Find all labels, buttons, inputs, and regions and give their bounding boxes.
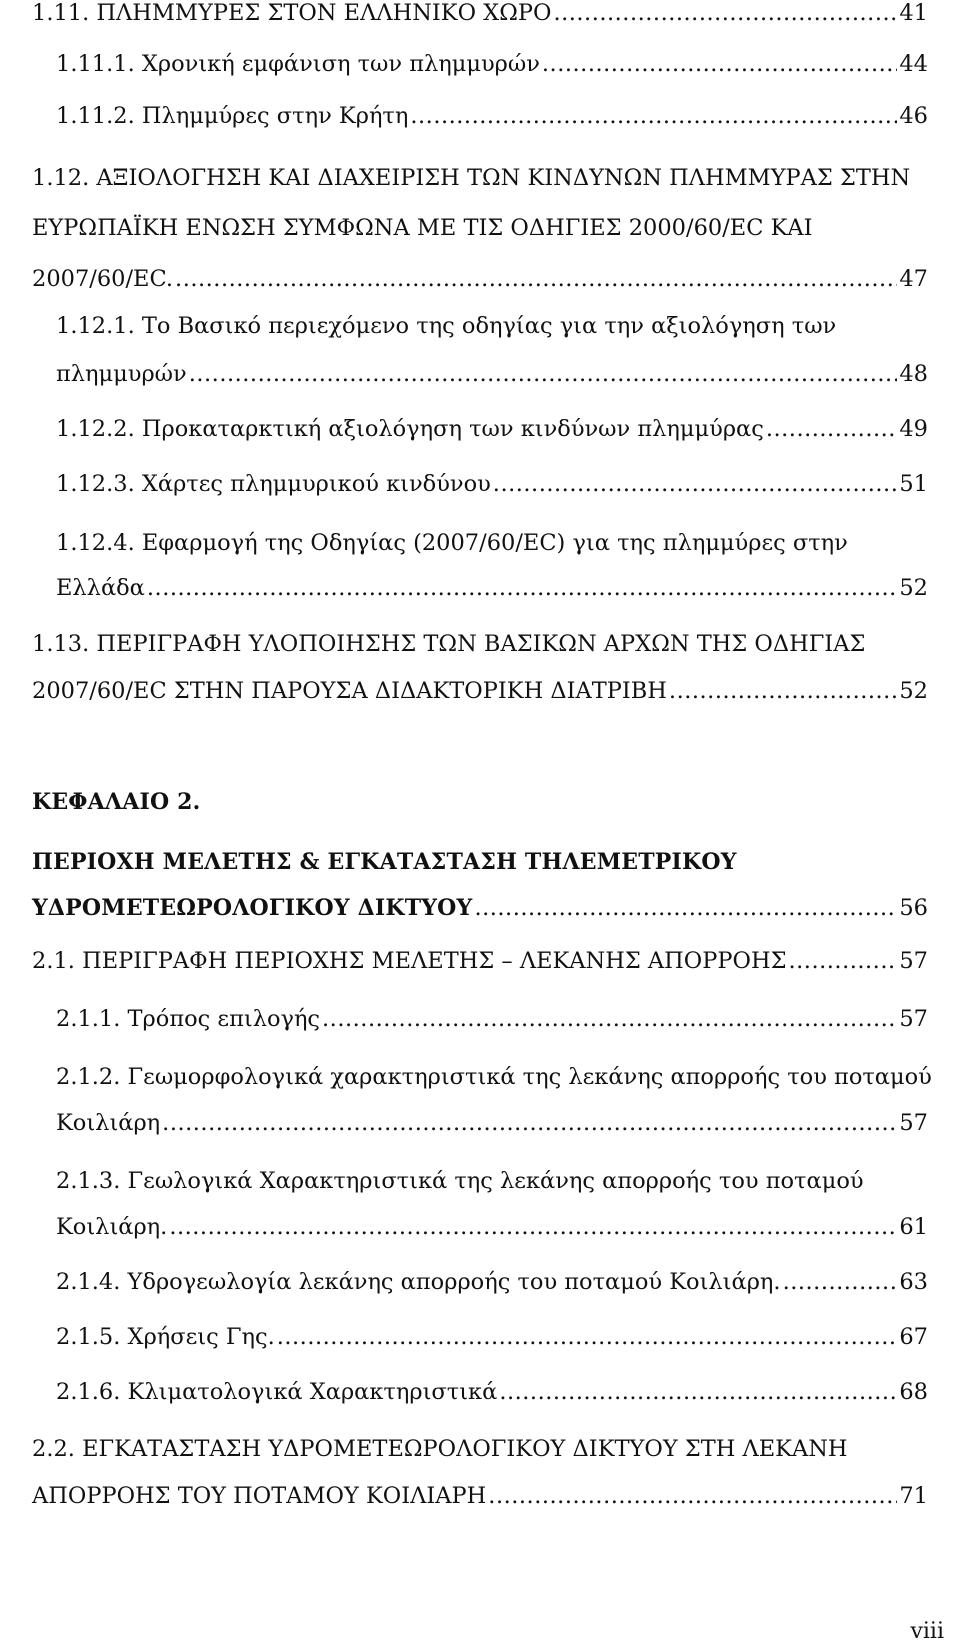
toc-entry-label: 1.11.2. Πλημμύρες στην Κρήτη (56, 103, 409, 129)
dot-leader (488, 1474, 897, 1518)
dot-leader (169, 1205, 897, 1249)
toc-entry-label: Κοιλιάρη. (56, 1214, 168, 1240)
toc-entry-label[interactable]: 2.1.3. Γεωλογικά Χαρακτηριστικά της λεκάνης απορροής του ποταμού (56, 1168, 864, 1194)
toc-entry[interactable] (56, 352, 928, 396)
dot-leader (175, 257, 897, 301)
toc-entry-label: Κοιλιάρη (56, 1110, 161, 1136)
toc-entry-label: 2007/60/ΕC ΣΤΗΝ ΠΑΡΟΥΣΑ ΔΙΔΑΚΤΟΡΙΚΗ ΔΙΑΤΡΙΒΗ (32, 678, 667, 704)
dot-leader (189, 352, 898, 396)
toc-entry-page: 61 (899, 1214, 928, 1240)
toc-entry[interactable] (56, 566, 928, 610)
toc-entry[interactable] (56, 1315, 928, 1359)
toc-entry-page: 71 (899, 1483, 928, 1509)
toc-entry-label: 2.1.4. Υδρογεωλογία λεκάνης απορροής του ποταμού Κοιλιάρη. (56, 1269, 781, 1295)
toc-entry[interactable] (32, 1474, 928, 1518)
toc-entry[interactable] (32, 257, 928, 301)
dot-leader (669, 669, 897, 713)
toc-entry-label: 2.1.5. Χρήσεις Γης. (56, 1324, 275, 1350)
toc-entry[interactable] (56, 1101, 928, 1145)
dot-leader (493, 462, 898, 506)
toc-entry-page: 41 (899, 0, 928, 26)
chapter-heading[interactable]: ΚΕΦΑΛΑΙΟ 2. (32, 789, 201, 815)
toc-entry[interactable] (56, 42, 928, 86)
toc-entry-page: 52 (899, 678, 928, 704)
toc-entry-page: 47 (899, 266, 928, 292)
toc-entry[interactable] (56, 462, 928, 506)
toc-entry-page: 63 (899, 1269, 928, 1295)
toc-entry[interactable] (32, 0, 928, 35)
toc-entry[interactable] (56, 1205, 928, 1249)
toc-entry-label[interactable]: 2.2. ΕΓΚΑΤΑΣΤΑΣΗ ΥΔΡΟΜΕΤΕΩΡΟΛΟΓΙΚΟΥ ΔΙΚΤΥΟΥ ΣΤΗ ΛΕΚΑΝΗ (32, 1436, 848, 1462)
toc-entry-label: ΑΠΟΡΡΟΗΣ ΤΟΥ ΠΟΤΑΜΟΥ ΚΟΙΛΙΑΡΗ (32, 1483, 487, 1509)
dot-leader (474, 886, 897, 930)
toc-entry[interactable] (56, 1260, 928, 1304)
toc-entry-page: 46 (899, 103, 928, 129)
toc-entry-label: Ελλάδα (56, 575, 145, 601)
toc-entry-page: 52 (899, 575, 928, 601)
dot-leader (499, 1370, 897, 1414)
toc-entry-page: 57 (899, 1006, 928, 1032)
dot-leader (410, 94, 897, 138)
toc-entry[interactable] (32, 886, 928, 930)
toc-entry-page: 48 (899, 361, 928, 387)
toc-entry-label[interactable]: 2.1.2. Γεωμορφολογικά χαρακτηριστικά της λεκάνης απορροής του ποταμού (56, 1064, 932, 1090)
dot-leader (789, 939, 898, 983)
dot-leader (322, 997, 897, 1041)
toc-entry[interactable] (56, 407, 928, 451)
toc-entry-page: 57 (899, 948, 928, 974)
dot-leader (162, 1101, 897, 1145)
toc-entry-label: 1.12.3. Χάρτες πλημμυρικού κινδύνου (56, 471, 491, 497)
toc-entry-page: 51 (899, 471, 928, 497)
page-number: viii (910, 1619, 944, 1644)
toc-entry-label: 1.11. ΠΛΗΜΜΥΡΕΣ ΣΤΟΝ ΕΛΛΗΝΙΚΟ ΧΩΡΟ (32, 0, 552, 26)
toc-entry-label: 2.1.6. Κλιματολογικά Χαρακτηριστικά (56, 1379, 498, 1405)
dot-leader (783, 1260, 898, 1304)
toc-entry[interactable] (32, 939, 928, 983)
toc-entry-label[interactable]: 1.13. ΠΕΡΙΓΡΑΦΗ ΥΛΟΠΟΙΗΣΗΣ ΤΩΝ ΒΑΣΙΚΩΝ ΑΡΧΩΝ ΤΗΣ ΟΔΗΓΙΑΣ (32, 631, 866, 657)
dot-leader (277, 1315, 898, 1359)
toc-entry-page: 57 (899, 1110, 928, 1136)
toc-entry-label: 2007/60/ΕC. (32, 266, 174, 292)
dot-leader (766, 407, 898, 451)
toc-entry-label: ΥΔΡΟΜΕΤΕΩΡΟΛΟΓΙΚΟΥ ΔΙΚΤΥΟΥ (32, 895, 473, 921)
toc-entry-page: 56 (899, 895, 928, 921)
toc-entry-page: 49 (899, 416, 928, 442)
toc-entry[interactable] (56, 997, 928, 1041)
toc-entry-page: 44 (899, 51, 928, 77)
toc-entry-page: 68 (899, 1379, 928, 1405)
toc-entry-label[interactable]: 1.12. ΑΞΙΟΛΟΓΗΣΗ ΚΑΙ ΔΙΑΧΕΙΡΙΣΗ ΤΩΝ ΚΙΝΔΥΝΩΝ ΠΛΗΜΜΥΡΑΣ ΣΤΗΝ (32, 165, 911, 191)
toc-entry-label: 2.1.1. Τρόπος επιλογής (56, 1006, 321, 1032)
toc-entry[interactable] (56, 94, 928, 138)
toc-entry[interactable] (56, 1370, 928, 1414)
toc-entry-page: 67 (899, 1324, 928, 1350)
toc-entry-label[interactable]: 1.12.1. Το Βασικό περιεχόμενο της οδηγίας για την αξιολόγηση των (56, 313, 837, 339)
toc-entry-label[interactable]: 1.12.4. Εφαρμογή της Οδηγίας (2007/60/EC) για της πλημμύρες στην (56, 530, 848, 556)
dot-leader (542, 42, 897, 86)
toc-entry-label: 1.11.1. Χρονική εμφάνιση των πλημμυρών (56, 51, 540, 77)
toc-entry[interactable] (32, 669, 928, 713)
dot-leader (553, 0, 897, 35)
toc-entry-label: 1.12.2. Προκαταρκτική αξιολόγηση των κινδύνων πλημμύρας (56, 416, 764, 442)
chapter-title[interactable]: ΠΕΡΙΟΧΗ ΜΕΛΕΤΗΣ & ΕΓΚΑΤΑΣΤΑΣΗ ΤΗΛΕΜΕΤΡΙΚΟΥ (32, 849, 737, 875)
dot-leader (147, 566, 897, 610)
toc-entry-label: πλημμυρών (56, 361, 187, 387)
toc-entry-label: 2.1. ΠΕΡΙΓΡΑΦΗ ΠΕΡΙΟΧΗΣ ΜΕΛΕΤΗΣ – ΛΕΚΑΝΗΣ ΑΠΟΡΡΟΗΣ (32, 948, 787, 974)
toc-entry-label[interactable]: ΕΥΡΩΠΑΪΚΗ ΕΝΩΣΗ ΣΥΜΦΩΝΑ ΜΕ ΤΙΣ ΟΔΗΓΙΕΣ 2000/60/ΕC ΚΑΙ (32, 215, 813, 241)
